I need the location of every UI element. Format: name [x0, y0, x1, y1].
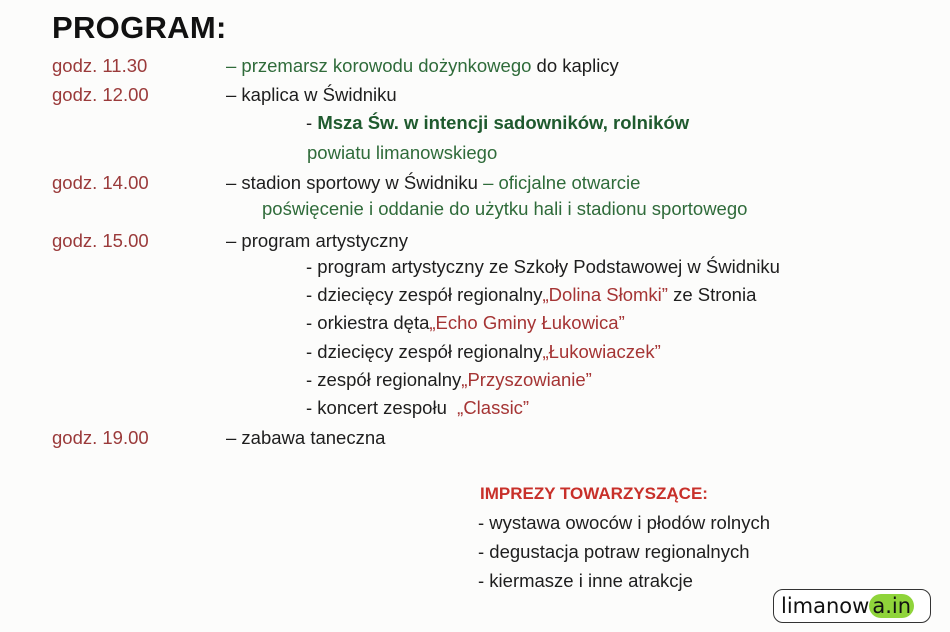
event-1900: – zabawa taneczna [226, 427, 386, 448]
event-text-suffix: do kaplicy [531, 55, 619, 76]
time-1200: godz. 12.00 [52, 84, 149, 105]
event-1400 [226, 171, 640, 195]
dash: - [306, 112, 318, 133]
mass-text: Msza Św. w intencji sadowników, rolników [317, 112, 690, 133]
time-1400: godz. 14.00 [52, 172, 149, 193]
mass-line [306, 111, 689, 135]
time-1500: godz. 15.00 [52, 230, 149, 251]
performance-item [306, 340, 661, 364]
item-text: - dziecięcy zespół regionalny [306, 341, 543, 362]
event-1200: – kaplica w Świdniku [226, 84, 397, 105]
event-text: – stadion sportowy w Świdniku [226, 172, 478, 193]
event-1500: – program artystyczny [226, 230, 408, 251]
performance-item [306, 311, 625, 335]
event-text-suffix: – oficjalne otwarcie [477, 172, 641, 193]
event-1400-sub: poświęcenie i oddanie do użytku hali i stadionu sportowego [262, 198, 748, 219]
mass-line-2: powiatu limanowskiego [307, 142, 498, 163]
item-name: „Classic” [457, 397, 530, 418]
item-text: - program artystyczny ze Szkoły Podstawowej w Świdniku [306, 256, 780, 277]
side-events-title: IMPREZY TOWARZYSZĄCE: [480, 484, 708, 503]
logo-text: limanow [781, 594, 870, 618]
event-text: – przemarsz korowodu dożynkowego [226, 55, 532, 76]
performance-item [306, 396, 529, 420]
item-text: - zespół regionalny [306, 369, 462, 390]
performance-item [306, 255, 780, 279]
item-name: „Dolina Słomki” [542, 284, 668, 305]
event-1130 [226, 54, 619, 78]
side-event-item: - degustacja potraw regionalnych [478, 541, 750, 562]
item-suffix: ze Stronia [667, 284, 757, 305]
item-text: - orkiestra dęta [306, 312, 430, 333]
item-text: - dziecięcy zespół regionalny [306, 284, 543, 305]
time-1130: godz. 11.30 [52, 55, 148, 76]
item-name: „Echo Gminy Łukowica” [429, 312, 625, 333]
time-1900: godz. 19.00 [52, 427, 149, 448]
logo-text-highlight: a.in [869, 594, 914, 618]
side-event-item: - wystawa owoców i płodów rolnych [478, 512, 771, 533]
item-name: „Przyszowianie” [461, 369, 592, 390]
performance-item [306, 283, 756, 307]
item-text: - koncert zespołu [306, 397, 458, 418]
limanowa-logo [773, 589, 931, 623]
page-title: PROGRAM: [52, 10, 227, 45]
side-event-item: - kiermasze i inne atrakcje [478, 570, 693, 591]
performance-item [306, 368, 592, 392]
item-name: „Łukowiaczek” [542, 341, 661, 362]
